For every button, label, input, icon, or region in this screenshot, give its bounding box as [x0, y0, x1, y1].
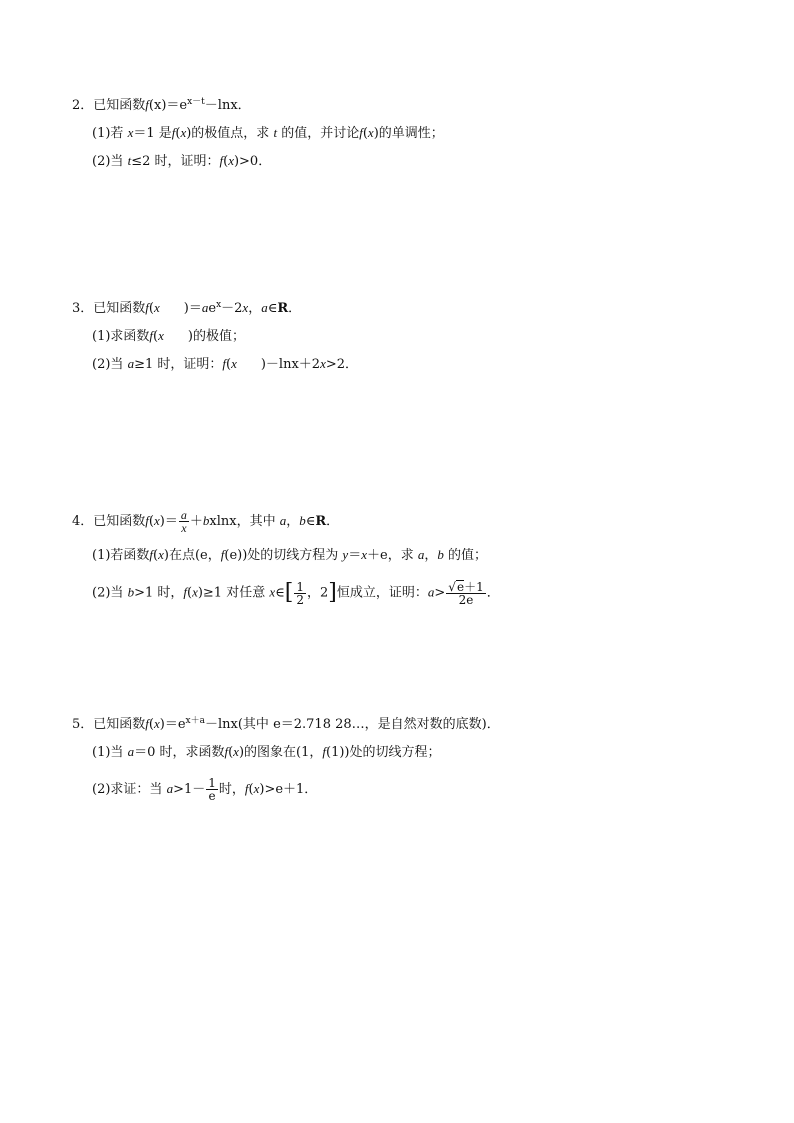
text-segment: x [154, 300, 160, 315]
problem-number: 4． [72, 514, 94, 529]
fraction-sqrt-e-plus-1-over-2e [446, 580, 485, 606]
fraction-one-over-e [206, 777, 218, 802]
text-segment: a [180, 508, 187, 522]
text-segment: (2)当 [92, 585, 128, 601]
text-segment: t [273, 125, 278, 140]
text-segment: ＝0 时，求函数 [134, 745, 225, 760]
text-segment: y [342, 547, 349, 562]
text-segment: b [202, 513, 210, 528]
problem-3-stem [72, 299, 301, 318]
text-segment: ＝1 是 [133, 126, 172, 141]
text-segment: e [456, 580, 465, 594]
text-segment: ， [248, 301, 262, 316]
text-segment: ＋ [189, 514, 203, 529]
text-segment: f [220, 547, 225, 562]
text-segment: f [224, 744, 229, 759]
text-segment: ，2 [307, 585, 329, 601]
text-segment: ＋e，求 [367, 548, 418, 563]
text-segment: f [145, 300, 149, 315]
text-segment: (1)若函数 [92, 548, 150, 563]
problem-number: 3． [72, 301, 94, 316]
text-segment: ≥1 时，证明： [134, 357, 223, 372]
text-segment: x [228, 153, 234, 168]
text-segment: 的值，并讨论 [277, 126, 360, 141]
text-segment: R [277, 301, 289, 316]
text-segment: －lnx． [204, 98, 251, 113]
text-segment: 1 [208, 776, 216, 790]
text-segment: ( [223, 154, 229, 169]
text-segment: f [244, 781, 249, 796]
text-segment: )的单调性； [373, 126, 444, 141]
problem-5-stem [72, 715, 500, 734]
problem-number: 2． [72, 98, 94, 113]
text-segment: f [149, 547, 154, 562]
text-segment: ＝ [348, 548, 362, 563]
text-segment: x [320, 356, 326, 371]
text-segment: ． [288, 301, 302, 316]
problem-number: 5． [72, 717, 94, 732]
text-segment: x [127, 125, 134, 140]
text-segment: f [322, 744, 326, 759]
text-segment: x [180, 125, 187, 140]
text-segment: )>e＋1． [259, 782, 318, 797]
text-segment: ( [248, 782, 254, 797]
text-segment: (1))处的切线方程； [326, 745, 441, 760]
text-segment: (2)当 [92, 154, 128, 169]
text-segment: )的极值点，求 [186, 126, 274, 141]
text-segment: f [359, 125, 363, 140]
text-segment: x [216, 300, 222, 310]
text-segment: b [299, 513, 306, 528]
problem-3-part-1 [92, 327, 245, 346]
text-segment: >1－ [173, 782, 206, 797]
text-segment: R [315, 514, 327, 529]
text-segment: x [154, 716, 160, 731]
text-segment: f [183, 584, 187, 600]
text-segment: )≥1 对任意 [197, 585, 270, 601]
text-segment: (1)若 [92, 126, 128, 141]
text-segment: ≤2 时，证明： [131, 154, 220, 169]
text-segment: )的图象在(1， [238, 745, 323, 760]
problem-5-part-1 [92, 743, 441, 762]
text-segment: a [127, 744, 135, 759]
text-segment: a [127, 356, 135, 371]
text-segment: a [201, 300, 209, 315]
text-segment: a [417, 547, 425, 562]
text-segment: x－t [187, 97, 205, 107]
problem-5-part-2 [92, 777, 317, 802]
text-segment: 时， [218, 782, 245, 797]
text-segment: ＋1 [464, 580, 484, 594]
text-segment: 的值； [443, 548, 487, 563]
text-segment: )＝ [183, 301, 202, 316]
text-segment: －lnx(其中 e＝2.718 28…，是自然对数的底数)． [205, 717, 500, 732]
text-segment: f [171, 125, 176, 140]
problem-2-part-1 [92, 124, 444, 143]
text-segment: x [154, 513, 160, 528]
problem-3-part-2 [92, 355, 358, 374]
text-segment: )在点(e， [163, 548, 221, 563]
fraction-one-half [294, 581, 306, 606]
text-segment: >1 时， [134, 585, 184, 601]
text-segment: －2 [221, 301, 243, 316]
text-segment: x [242, 300, 249, 315]
text-segment: f [145, 716, 149, 731]
text-segment: e [206, 789, 218, 802]
text-segment: )－lnx＋2 [260, 357, 321, 372]
text-segment: a [279, 513, 287, 528]
text-segment: x＋a [185, 716, 205, 726]
text-segment: 1 [296, 579, 304, 594]
text-segment: (2)当 [92, 357, 128, 372]
text-segment: (e))处的切线方程为 [224, 548, 343, 563]
text-segment: e [208, 301, 217, 316]
problem-4-part-2 [92, 580, 500, 606]
text-segment: > [434, 585, 446, 601]
problem-4-part-1 [92, 546, 487, 565]
text-segment: ， [424, 548, 438, 563]
text-segment: x [367, 125, 374, 140]
text-segment: x [233, 744, 239, 759]
text-segment: ， [286, 514, 300, 529]
text-segment: ( [153, 548, 159, 563]
text-segment: x [158, 328, 164, 343]
text-segment: ( [148, 514, 154, 529]
text-segment: 已知函数 [93, 98, 146, 113]
text-segment: 已知函数 [93, 301, 146, 316]
text-segment: f [222, 356, 226, 371]
text-segment: ． [326, 514, 340, 529]
text-segment: 恒成立，证明： [336, 585, 428, 601]
text-segment: x [361, 547, 367, 562]
text-segment: ( [153, 329, 159, 344]
text-segment: ． [486, 585, 500, 601]
text-segment: x [192, 584, 198, 600]
text-segment: (x)＝e [148, 98, 188, 113]
text-segment: ( [228, 745, 234, 760]
text-segment: x [179, 521, 189, 534]
text-segment: ( [148, 717, 154, 732]
sqrt-symbol: √e [448, 580, 465, 594]
text-segment: 已知函数 [93, 717, 146, 732]
text-segment: >2． [325, 357, 359, 372]
text-segment: a [427, 584, 435, 600]
text-segment: b [127, 584, 135, 600]
text-segment: x [253, 781, 260, 796]
text-segment: )＝ [159, 514, 178, 529]
text-segment: ∈ [305, 514, 316, 529]
text-segment: (1)当 [92, 745, 128, 760]
text-segment: ( [362, 126, 368, 141]
text-segment: x [231, 356, 237, 371]
text-segment: f [145, 513, 149, 528]
text-segment: 已知函数 [93, 514, 146, 529]
text-segment: )>0． [233, 154, 272, 169]
text-segment: ( [175, 126, 181, 141]
text-segment: (1)求函数 [92, 329, 150, 344]
text-segment: xlnx，其中 [209, 514, 280, 529]
text-segment: x [269, 584, 276, 600]
text-segment: ( [186, 585, 193, 601]
fraction-a-over-x [179, 509, 189, 534]
left-bracket: [ [284, 580, 294, 605]
right-bracket: ] [328, 580, 337, 605]
text-segment: x [158, 547, 164, 562]
text-segment: ( [225, 357, 232, 372]
problem-2-part-2 [92, 152, 271, 171]
problem-4-stem [72, 509, 339, 534]
text-segment: ∈ [275, 585, 285, 601]
text-segment: 2e [446, 593, 485, 606]
text-segment: a [261, 300, 268, 315]
text-segment: ∈ [267, 301, 278, 316]
text-segment: )的极值； [187, 329, 245, 344]
text-segment: 2 [296, 592, 304, 607]
text-segment: )＝e [159, 717, 186, 732]
text-segment: a [166, 781, 174, 796]
text-segment: f [149, 328, 154, 343]
text-segment: b [437, 547, 444, 562]
text-segment: f [219, 153, 224, 168]
problem-2-stem [72, 96, 251, 115]
text-segment: t [127, 153, 132, 168]
text-segment: f [145, 97, 149, 112]
text-segment: ( [148, 301, 154, 316]
text-segment: (2)求证：当 [92, 782, 167, 797]
